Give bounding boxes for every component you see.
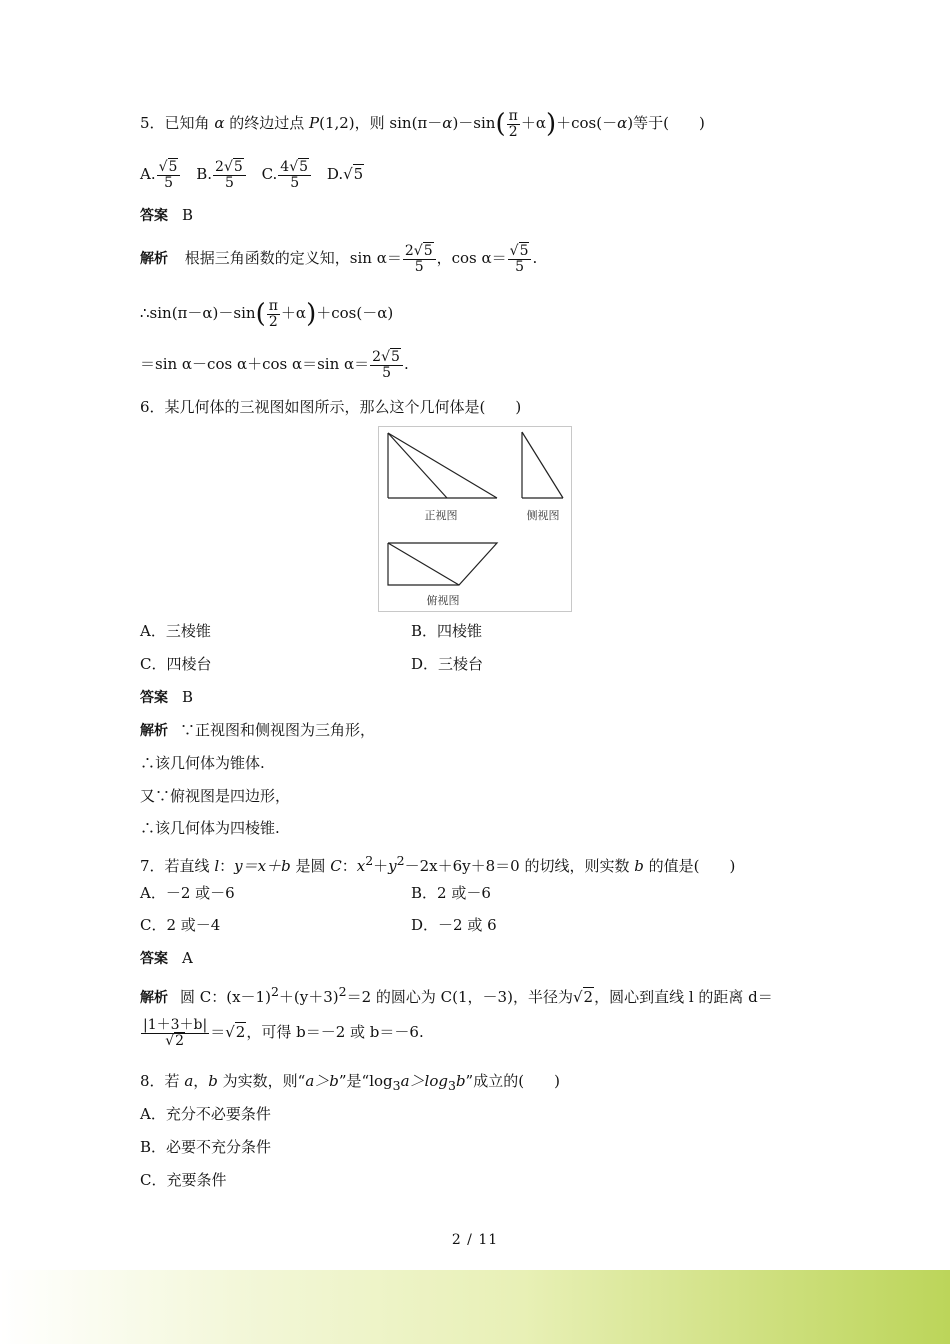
q6-stem: 6．某几何体的三视图如图所示，那么这个几何体是( ) [140,398,522,416]
q7-line-l: l [214,857,220,875]
q5-stem-text-d: )－sin [452,114,496,132]
q5-analysis-2a: ∴sin(π－α)－sin [140,304,256,322]
q7-circle-c: C [330,857,342,875]
q5-alpha-3: α [617,114,628,132]
q7-stem-e: 的值是( ) [643,857,736,875]
q5-stem-text-b: 的终边过点 [224,114,309,132]
q7-analysis-line-2 [140,1012,424,1052]
q7-analysis-2-rad: 2 [235,1023,246,1041]
q7-stem-d: ： [341,857,357,875]
q7-analysis-sup2: 2 [338,984,347,999]
q5-pi: π [508,107,518,124]
q5-analysis-3-rad: 5 [391,348,400,365]
q5-stem [140,108,705,140]
q5-option-c-den: 5 [290,174,300,191]
q5-coords: (1,2) [319,114,355,132]
q5-option-c [261,158,312,191]
q6-option-b: B．四棱锥 [411,622,483,640]
q5-option-b-den: 5 [224,174,234,191]
top-view-label: 俯视图 [426,594,460,607]
answer-label: 答案 [140,690,168,706]
q5-option-d-label: D. [326,165,344,183]
analysis-label: 解析 [140,990,168,1006]
q5-option-b [196,158,247,191]
sqrt-icon: √5 [381,348,400,365]
q5-analysis-1-text: 根据三角函数的定义知，sin α＝ [184,249,402,267]
q8-stem-d: ”是“log [338,1072,393,1090]
q7-answer-value: A [182,949,193,967]
q5-option-c-label: C. [261,165,278,183]
q8-option-a: A．充分不必要条件 [140,1105,271,1123]
q5-analysis-1-rad2: 5 [519,242,529,259]
q5-options [140,156,364,192]
three-view-figure [378,426,572,612]
q6-analysis-1: ∵正视图和侧视图为三角形， [180,721,376,739]
q7-circle-rest: －2x＋6y＋8＝0 的切线，则实数 [404,857,635,875]
q6-option-d: D．三棱台 [411,655,484,673]
q5-analysis-3-frac [370,350,403,381]
q7-b: b [634,857,644,875]
q5-analysis-paren-close: ) [306,299,317,329]
q7-distance-frac [141,1018,209,1049]
q8-option-c: C．充要条件 [140,1171,227,1189]
q5-analysis-line-3 [140,346,409,382]
q8-cond2b: b [455,1072,466,1090]
page-number: 2 / 11 [451,1232,499,1248]
q5-analysis-3-end: . [403,355,409,373]
q8-a: a [184,1072,194,1090]
q5-option-b-frac [213,160,246,191]
q5-analysis-1-frac2 [508,244,532,275]
q5-stem-text-c: ，则 sin(π－ [354,114,443,132]
q5-option-a-label: A. [140,165,156,183]
q7-analysis-1a: 圆 C：(x－1) [180,988,271,1006]
q8-sub-3a: 3 [392,1078,401,1093]
q5-analysis-3-coef: 2 [372,348,382,365]
q7-line-eq: y＝x＋b [234,857,291,875]
q6-analysis-line-2: ∴该几何体为锥体. [140,754,265,772]
q8-stem-a: 8．若 [140,1072,185,1090]
q5-alpha: α [214,114,225,132]
top-view-diagonal [388,543,459,585]
q7-analysis-1-rad: 2 [583,988,594,1006]
q5-analysis-1-frac [403,244,436,275]
q7-option-a: A．－2 或－6 [140,884,235,902]
q6-option-a: A．三棱锥 [140,622,211,640]
q5-option-c-frac [278,160,311,191]
sqrt-icon: √5 [289,158,309,175]
q8-b: b [208,1072,218,1090]
q8-stem-c: 为实数，则“ [217,1072,306,1090]
q7-option-c: C．2 或－4 [140,916,221,934]
q7-circle-y: y [388,857,397,875]
q5-analysis-1-coef: 2 [404,242,414,259]
q8-cond1: a＞b [305,1072,339,1090]
q5-analysis-line-2 [140,296,393,331]
q5-analysis-1-rad: 5 [423,242,433,259]
q6-answer-value: B [182,688,194,706]
q5-analysis-line-1 [140,240,537,277]
q5-option-c-rad: 5 [299,158,309,175]
q5-stem-text-e: ＋cos(－ [556,114,618,132]
sqrt-icon: √5 [509,242,529,259]
q5-option-b-label: B. [196,165,213,183]
q7-stem-b: ： [219,857,235,875]
q8-cond2a: a＞log [400,1072,448,1090]
q5-analysis-pi: π [268,297,278,314]
q5-analysis-paren-open: ( [255,299,266,329]
sqrt-icon: √5 [413,242,433,259]
q5-analysis-2-plus: ＋α [280,304,307,322]
q7-option-b: B．2 或－6 [411,884,491,902]
q5-option-a-den: 5 [164,174,173,191]
q5-answer [140,204,193,227]
q7-distance-num: |1＋3＋b| [143,1016,208,1033]
q7-stem-a: 7．若直线 [140,857,215,875]
q5-analysis-3-den: 5 [382,364,392,381]
q5-analysis-1-den: 5 [414,258,424,275]
q7-distance-den-rad: 2 [175,1032,185,1049]
q5-analysis-two: 2 [268,313,278,330]
q7-circle-mid: ＋ [373,857,389,875]
q5-analysis-1-mid: ，cos α＝ [436,249,507,267]
q7-answer [140,947,193,970]
q7-stem-c: 是圆 [290,857,331,875]
q7-circle-x: x [356,857,366,875]
q5-analysis-2b: ＋cos(－α) [316,304,394,322]
sqrt-icon: √5 [343,165,364,183]
q8-stem [140,1070,560,1097]
side-view-label: 侧视图 [526,509,560,522]
q8-stem-b: ， [193,1072,209,1090]
q7-stem [140,850,735,877]
q6-analysis-line-4: ∴该几何体为四棱锥. [140,819,280,837]
q7-analysis-2a: ＝ [210,1023,226,1041]
q5-analysis-1-den2: 5 [515,258,525,275]
q5-stem-text-a: 5．已知角 [140,114,215,132]
q5-option-b-rad: 5 [233,158,243,175]
q7-analysis-1b: ＋(y＋3) [278,988,339,1006]
q5-paren-open: ( [495,109,506,139]
sqrt-icon: √2 [225,1023,246,1041]
q8-stem-e: ”成立的( ) [465,1072,560,1090]
footer-decoration [0,1270,950,1344]
front-view-label: 正视图 [424,509,458,522]
answer-label: 答案 [140,951,168,967]
top-view-outline [388,543,497,585]
q5-answer-value: B [182,206,194,224]
q7-sup-2a: 2 [365,853,374,868]
front-view-inner-edge [388,433,447,498]
q5-analysis-1-end: . [532,249,538,267]
q5-paren-close: ) [545,109,557,139]
analysis-label: 解析 [140,723,168,739]
q5-option-c-coef: 4 [280,158,290,175]
q7-option-d: D．－2 或 6 [411,916,497,934]
q5-stem-text-f: )等于( ) [627,114,705,132]
three-view-drawing [379,427,571,611]
q6-analysis-line-1 [140,719,375,742]
q6-option-c: C．四棱台 [140,655,212,673]
sqrt-icon: √2 [572,988,594,1006]
q5-plus-alpha: ＋α [520,114,546,132]
q5-option-a [140,158,181,191]
q5-pi-over-2 [507,109,520,140]
side-view-hypotenuse [522,432,563,498]
sqrt-icon: √2 [165,1032,185,1049]
q5-analysis-pi-over-2 [267,299,280,330]
q8-option-b: B．必要不充分条件 [140,1138,272,1156]
q7-analysis-1c: ＝2 的圆心为 C(1，－3)，半径为 [346,988,573,1006]
q5-option-a-rad: 5 [168,158,178,175]
analysis-label: 解析 [140,251,168,267]
q5-analysis-3: ＝sin α－cos α＋cos α＝sin α＝ [140,355,370,373]
sqrt-icon: √5 [158,158,178,175]
sqrt-icon: √5 [223,158,243,175]
answer-label: 答案 [140,208,168,224]
q5-option-d-rad: 5 [353,165,364,183]
q7-analysis-2b: ，可得 b＝－2 或 b＝－6. [246,1023,424,1041]
q7-sup-2b: 2 [396,853,405,868]
q6-answer [140,686,193,709]
q5-alpha-2: α [442,114,453,132]
q8-sub-3b: 3 [447,1078,456,1093]
q5-two: 2 [508,123,518,140]
q5-option-a-frac [157,160,181,191]
q6-analysis-line-3: 又∵俯视图是四边形， [140,787,291,805]
q7-analysis-sup1: 2 [270,984,279,999]
q5-option-d [327,165,364,183]
q7-analysis-line-1 [140,981,773,1009]
front-view-hypotenuse [388,433,497,498]
q5-option-b-coef: 2 [215,158,224,175]
q5-point: P [309,114,320,132]
q7-analysis-1d: ，圆心到直线 l 的距离 d＝ [594,988,773,1006]
